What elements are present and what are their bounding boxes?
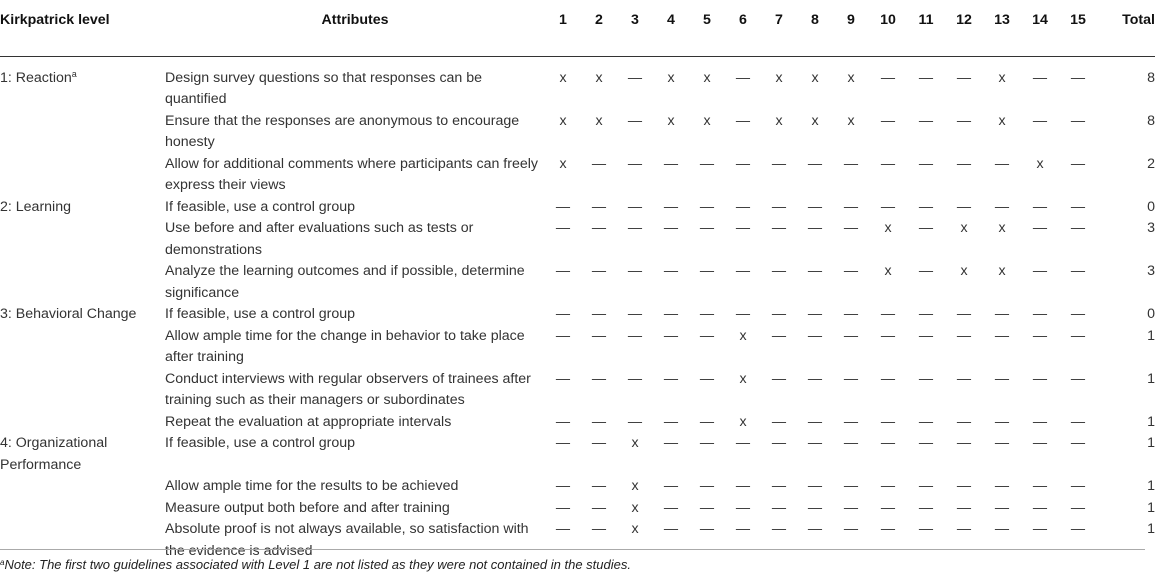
study-6-mark: — xyxy=(735,155,751,172)
study-2-mark: — xyxy=(591,413,607,430)
study-14-mark: — xyxy=(1032,306,1048,322)
table-row xyxy=(0,498,1155,520)
study-15-mark: — xyxy=(1070,413,1086,430)
study-8-mark: x xyxy=(811,69,819,86)
study-14-mark: — xyxy=(1032,521,1048,537)
table-bottom-rule xyxy=(0,549,1145,550)
study-5-mark: — xyxy=(699,155,715,172)
study-4-mark: x xyxy=(667,112,675,129)
header-study-7: 7 xyxy=(761,0,797,56)
attribute-cell: Ensure that the responses are anonymous to encourage honesty xyxy=(165,112,520,150)
total-cell: 8 xyxy=(1147,69,1155,86)
study-13-mark: — xyxy=(994,155,1010,172)
study-2-mark: x xyxy=(595,69,603,86)
study-14-mark: — xyxy=(1032,69,1048,86)
study-9-mark: — xyxy=(843,263,859,279)
study-3-mark: x xyxy=(631,435,639,451)
level-cell xyxy=(0,476,165,498)
table-row xyxy=(0,56,1155,111)
study-15-mark: — xyxy=(1070,370,1086,387)
study-3-mark: — xyxy=(627,370,643,387)
attribute-cell: Allow ample time for the change in behavior to take place after training xyxy=(165,327,525,365)
study-3-mark: — xyxy=(627,220,643,236)
study-1-mark: x xyxy=(559,69,567,86)
study-9-mark: — xyxy=(843,499,859,516)
level-cell xyxy=(0,111,165,154)
study-1-mark: — xyxy=(555,413,571,430)
study-12-mark: — xyxy=(956,478,972,494)
study-7-mark: — xyxy=(771,198,787,215)
total-cell: 1 xyxy=(1147,478,1155,494)
study-4-mark: — xyxy=(663,263,679,279)
study-3-mark: — xyxy=(627,69,643,86)
study-4-mark: — xyxy=(663,521,679,537)
study-14-mark: — xyxy=(1032,198,1048,215)
study-15-mark: — xyxy=(1070,198,1086,215)
total-cell: 0 xyxy=(1147,306,1155,322)
study-4-mark: — xyxy=(663,306,679,322)
total-cell: 1 xyxy=(1147,521,1155,537)
header-study-13: 13 xyxy=(983,0,1021,56)
study-11-mark: — xyxy=(918,370,934,387)
study-12-mark: x xyxy=(960,263,968,279)
total-cell: 3 xyxy=(1147,263,1155,279)
header-study-1: 1 xyxy=(545,0,581,56)
study-9-mark: — xyxy=(843,413,859,430)
footnote-text: Note: The first two guidelines associated with Level 1 are not listed as they were not contained in the studies. xyxy=(4,557,631,572)
level-cell xyxy=(0,433,165,476)
study-7-mark: x xyxy=(775,112,783,129)
study-15-mark: — xyxy=(1070,499,1086,516)
level-cell xyxy=(0,412,165,434)
study-10-mark: — xyxy=(880,69,896,86)
study-3-mark: x xyxy=(631,499,639,516)
study-8-mark: — xyxy=(807,413,823,430)
total-cell: 1 xyxy=(1147,327,1155,344)
study-6-mark: x xyxy=(739,413,747,430)
study-11-mark: — xyxy=(918,155,934,172)
study-11-mark: — xyxy=(918,112,934,129)
study-3-mark: — xyxy=(627,155,643,172)
study-8-mark: — xyxy=(807,155,823,172)
study-11-mark: — xyxy=(918,69,934,86)
study-13-mark: — xyxy=(994,198,1010,215)
study-9-mark: — xyxy=(843,220,859,236)
study-1-mark: — xyxy=(555,478,571,494)
study-10-mark: — xyxy=(880,306,896,322)
study-12-mark: — xyxy=(956,198,972,215)
footnote-marker: a xyxy=(0,558,5,567)
study-1-mark: — xyxy=(555,435,571,451)
study-3-mark: x xyxy=(631,521,639,537)
study-7-mark: — xyxy=(771,306,787,322)
study-5-mark: x xyxy=(703,112,711,129)
study-3-mark: — xyxy=(627,112,643,129)
study-1-mark: — xyxy=(555,499,571,516)
study-12-mark: — xyxy=(956,69,972,86)
study-8-mark: — xyxy=(807,370,823,387)
study-2-mark: — xyxy=(591,478,607,494)
study-11-mark: — xyxy=(918,198,934,215)
study-11-mark: — xyxy=(918,413,934,430)
study-12-mark: — xyxy=(956,499,972,516)
study-9-mark: x xyxy=(847,112,855,129)
attribute-cell: Analyze the learning outcomes and if possible, determine significance xyxy=(165,263,525,301)
study-15-mark: — xyxy=(1070,112,1086,129)
study-15-mark: — xyxy=(1070,263,1086,279)
study-3-mark: — xyxy=(627,263,643,279)
study-5-mark: — xyxy=(699,306,715,322)
study-2-mark: — xyxy=(591,370,607,387)
header-study-11: 11 xyxy=(907,0,945,56)
level-cell xyxy=(0,261,165,304)
header-total: Total xyxy=(1097,0,1155,56)
study-10-mark: — xyxy=(880,370,896,387)
attribute-cell: Repeat the evaluation at appropriate intervals xyxy=(165,413,452,430)
study-12-mark: — xyxy=(956,413,972,430)
table-body xyxy=(0,56,1155,565)
study-13-mark: x xyxy=(998,69,1006,86)
study-12-mark: — xyxy=(956,521,972,537)
table-row xyxy=(0,326,1155,369)
study-15-mark: — xyxy=(1070,478,1086,494)
study-10-mark: — xyxy=(880,112,896,129)
table-row xyxy=(0,476,1155,498)
study-4-mark: — xyxy=(663,370,679,387)
study-4-mark: — xyxy=(663,220,679,236)
study-11-mark: — xyxy=(918,499,934,516)
study-13-mark: — xyxy=(994,327,1010,344)
study-4-mark: — xyxy=(663,435,679,451)
study-2-mark: — xyxy=(591,327,607,344)
study-12-mark: — xyxy=(956,327,972,344)
attribute-cell: If feasible, use a control group xyxy=(165,306,356,322)
header-kirkpatrick-level: Kirkpatrick level xyxy=(0,0,165,56)
study-6-mark: — xyxy=(735,263,751,279)
study-15-mark: — xyxy=(1070,220,1086,236)
study-15-mark: — xyxy=(1070,327,1086,344)
study-2-mark: — xyxy=(591,435,607,451)
study-3-mark: — xyxy=(627,413,643,430)
study-10-mark: — xyxy=(880,155,896,172)
study-7-mark: — xyxy=(771,263,787,279)
study-5-mark: — xyxy=(699,413,715,430)
study-13-mark: — xyxy=(994,521,1010,537)
study-6-mark: — xyxy=(735,69,751,86)
study-13-mark: x xyxy=(998,220,1006,236)
study-7-mark: — xyxy=(771,478,787,494)
study-6-mark: — xyxy=(735,306,751,322)
study-4-mark: — xyxy=(663,499,679,516)
study-14-mark: — xyxy=(1032,327,1048,344)
level-label: 2: Learning xyxy=(0,198,71,215)
level-cell xyxy=(0,326,165,369)
study-14-mark: — xyxy=(1032,263,1048,279)
study-2-mark: — xyxy=(591,521,607,537)
study-1-mark: — xyxy=(555,370,571,387)
study-11-mark: — xyxy=(918,435,934,451)
study-7-mark: x xyxy=(775,69,783,86)
study-14-mark: x xyxy=(1036,155,1044,172)
header-study-9: 9 xyxy=(833,0,869,56)
level-label: 1: Reaction xyxy=(0,69,72,86)
study-2-mark: — xyxy=(591,263,607,279)
total-cell: 0 xyxy=(1147,198,1155,215)
study-7-mark: — xyxy=(771,413,787,430)
attribute-cell: Use before and after evaluations such as tests or demonstrations xyxy=(165,220,474,258)
study-10-mark: — xyxy=(880,435,896,451)
study-13-mark: — xyxy=(994,370,1010,387)
header-row xyxy=(0,0,1155,56)
study-1-mark: x xyxy=(559,112,567,129)
level-cell xyxy=(0,369,165,412)
study-4-mark: — xyxy=(663,478,679,494)
study-7-mark: — xyxy=(771,435,787,451)
study-1-mark: — xyxy=(555,521,571,537)
study-6-mark: — xyxy=(735,478,751,494)
header-study-8: 8 xyxy=(797,0,833,56)
study-1-mark: — xyxy=(555,220,571,236)
study-4-mark: — xyxy=(663,327,679,344)
total-cell: 2 xyxy=(1147,155,1155,172)
study-5-mark: — xyxy=(699,263,715,279)
attribute-cell: Measure output both before and after training xyxy=(165,499,450,516)
study-11-mark: — xyxy=(918,327,934,344)
study-8-mark: — xyxy=(807,435,823,451)
study-7-mark: — xyxy=(771,499,787,516)
table-row xyxy=(0,218,1155,261)
study-10-mark: x xyxy=(884,220,892,236)
study-6-mark: x xyxy=(739,370,747,387)
study-8-mark: — xyxy=(807,327,823,344)
study-13-mark: x xyxy=(998,263,1006,279)
study-7-mark: — xyxy=(771,521,787,537)
study-3-mark: — xyxy=(627,306,643,322)
study-11-mark: — xyxy=(918,263,934,279)
study-1-mark: — xyxy=(555,327,571,344)
study-7-mark: — xyxy=(771,155,787,172)
table-row xyxy=(0,369,1155,412)
level-footnote-marker: a xyxy=(71,68,77,79)
study-15-mark: — xyxy=(1070,155,1086,172)
study-6-mark: — xyxy=(735,220,751,236)
study-10-mark: x xyxy=(884,263,892,279)
study-2-mark: — xyxy=(591,499,607,516)
study-5-mark: — xyxy=(699,370,715,387)
study-9-mark: — xyxy=(843,435,859,451)
study-12-mark: — xyxy=(956,370,972,387)
level-cell xyxy=(0,304,165,326)
study-9-mark: — xyxy=(843,370,859,387)
study-8-mark: — xyxy=(807,306,823,322)
level-label: 4: Organizational Performance xyxy=(0,435,108,473)
study-12-mark: — xyxy=(956,306,972,322)
study-14-mark: — xyxy=(1032,413,1048,430)
study-6-mark: — xyxy=(735,521,751,537)
header-study-6: 6 xyxy=(725,0,761,56)
study-11-mark: — xyxy=(918,478,934,494)
table-row xyxy=(0,412,1155,434)
study-5-mark: — xyxy=(699,478,715,494)
study-5-mark: — xyxy=(699,521,715,537)
study-15-mark: — xyxy=(1070,435,1086,451)
header-study-15: 15 xyxy=(1059,0,1097,56)
study-14-mark: — xyxy=(1032,370,1048,387)
study-4-mark: — xyxy=(663,413,679,430)
attribute-cell: Absolute proof is not always available, so satisfaction with the evidence is advised xyxy=(165,521,529,559)
study-9-mark: — xyxy=(843,198,859,215)
study-2-mark: — xyxy=(591,306,607,322)
attribute-cell: Conduct interviews with regular observers of trainees after training such as their managers or subordinates xyxy=(165,370,531,408)
level-cell xyxy=(0,56,165,111)
study-8-mark: — xyxy=(807,478,823,494)
study-3-mark: x xyxy=(631,478,639,494)
study-15-mark: — xyxy=(1070,521,1086,537)
study-10-mark: — xyxy=(880,198,896,215)
study-9-mark: — xyxy=(843,521,859,537)
study-12-mark: — xyxy=(956,435,972,451)
total-cell: 8 xyxy=(1147,112,1155,129)
study-13-mark: — xyxy=(994,413,1010,430)
study-9-mark: — xyxy=(843,306,859,322)
study-15-mark: — xyxy=(1070,306,1086,322)
level-label: 3: Behavioral Change xyxy=(0,306,137,322)
total-cell: 1 xyxy=(1147,435,1155,451)
study-8-mark: — xyxy=(807,220,823,236)
level-cell xyxy=(0,154,165,197)
study-9-mark: — xyxy=(843,327,859,344)
study-7-mark: — xyxy=(771,327,787,344)
study-6-mark: — xyxy=(735,198,751,215)
study-2-mark: — xyxy=(591,220,607,236)
study-9-mark: — xyxy=(843,478,859,494)
total-cell: 1 xyxy=(1147,370,1155,387)
study-3-mark: — xyxy=(627,198,643,215)
header-study-2: 2 xyxy=(581,0,617,56)
study-4-mark: — xyxy=(663,155,679,172)
table-row xyxy=(0,304,1155,326)
study-9-mark: — xyxy=(843,155,859,172)
study-2-mark: x xyxy=(595,112,603,129)
study-6-mark: x xyxy=(739,327,747,344)
study-13-mark: — xyxy=(994,306,1010,322)
study-5-mark: — xyxy=(699,435,715,451)
study-9-mark: x xyxy=(847,69,855,86)
total-cell: 1 xyxy=(1147,499,1155,516)
level-cell xyxy=(0,218,165,261)
total-cell: 1 xyxy=(1147,413,1155,430)
study-1-mark: — xyxy=(555,306,571,322)
study-14-mark: — xyxy=(1032,499,1048,516)
header-study-14: 14 xyxy=(1021,0,1059,56)
attribute-cell: Allow for additional comments where participants can freely express their views xyxy=(165,155,538,193)
header-study-12: 12 xyxy=(945,0,983,56)
study-1-mark: — xyxy=(555,263,571,279)
study-13-mark: — xyxy=(994,478,1010,494)
study-8-mark: — xyxy=(807,521,823,537)
study-5-mark: — xyxy=(699,499,715,516)
study-13-mark: — xyxy=(994,435,1010,451)
study-13-mark: x xyxy=(998,112,1006,129)
study-1-mark: — xyxy=(555,198,571,215)
study-6-mark: — xyxy=(735,435,751,451)
study-11-mark: — xyxy=(918,521,934,537)
study-11-mark: — xyxy=(918,220,934,236)
study-2-mark: — xyxy=(591,198,607,215)
table-row xyxy=(0,111,1155,154)
table-row xyxy=(0,154,1155,197)
study-13-mark: — xyxy=(994,499,1010,516)
header-study-3: 3 xyxy=(617,0,653,56)
total-cell: 3 xyxy=(1147,220,1155,236)
table-row xyxy=(0,261,1155,304)
footnote xyxy=(0,557,631,572)
level-cell xyxy=(0,498,165,520)
table-row xyxy=(0,197,1155,219)
study-5-mark: x xyxy=(703,69,711,86)
study-5-mark: — xyxy=(699,220,715,236)
study-12-mark: — xyxy=(956,112,972,129)
study-3-mark: — xyxy=(627,327,643,344)
table-row xyxy=(0,433,1155,476)
header-study-5: 5 xyxy=(689,0,725,56)
study-14-mark: — xyxy=(1032,220,1048,236)
study-4-mark: — xyxy=(663,198,679,215)
study-14-mark: — xyxy=(1032,478,1048,494)
study-5-mark: — xyxy=(699,327,715,344)
study-11-mark: — xyxy=(918,306,934,322)
study-5-mark: — xyxy=(699,198,715,215)
study-8-mark: — xyxy=(807,263,823,279)
level-cell xyxy=(0,197,165,219)
study-6-mark: — xyxy=(735,112,751,129)
study-14-mark: — xyxy=(1032,112,1048,129)
study-12-mark: x xyxy=(960,220,968,236)
study-12-mark: — xyxy=(956,155,972,172)
study-7-mark: — xyxy=(771,370,787,387)
study-10-mark: — xyxy=(880,521,896,537)
study-4-mark: x xyxy=(667,69,675,86)
study-10-mark: — xyxy=(880,499,896,516)
header-attributes: Attributes xyxy=(165,0,545,56)
study-10-mark: — xyxy=(880,478,896,494)
study-7-mark: — xyxy=(771,220,787,236)
study-8-mark: x xyxy=(811,112,819,129)
attribute-cell: Allow ample time for the results to be achieved xyxy=(165,478,459,494)
attribute-cell: Design survey questions so that responses can be quantified xyxy=(165,69,483,107)
study-14-mark: — xyxy=(1032,435,1048,451)
study-1-mark: x xyxy=(559,155,567,172)
study-8-mark: — xyxy=(807,198,823,215)
header-study-4: 4 xyxy=(653,0,689,56)
study-6-mark: — xyxy=(735,499,751,516)
study-2-mark: — xyxy=(591,155,607,172)
attribute-cell: If feasible, use a control group xyxy=(165,198,356,215)
study-10-mark: — xyxy=(880,327,896,344)
study-15-mark: — xyxy=(1070,69,1086,86)
attribute-cell: If feasible, use a control group xyxy=(165,435,356,451)
study-8-mark: — xyxy=(807,499,823,516)
header-study-10: 10 xyxy=(869,0,907,56)
study-10-mark: — xyxy=(880,413,896,430)
